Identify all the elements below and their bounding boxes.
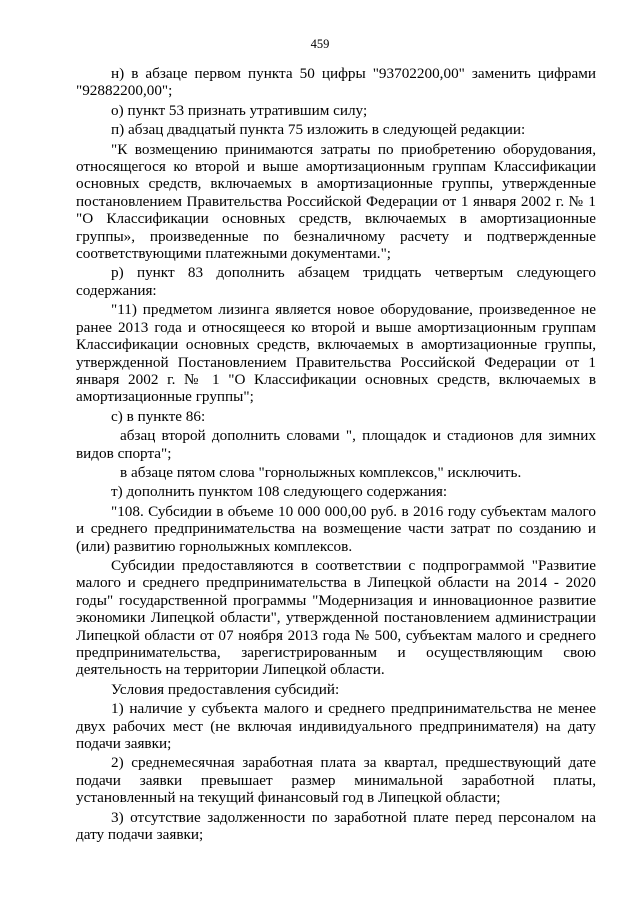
paragraph: абзац второй дополнить словами ", площадок и стадионов для зимних видов спорта"; — [76, 427, 596, 462]
paragraph: Условия предоставления субсидий: — [111, 680, 340, 698]
paragraph: 3) отсутствие задолженности по заработной плате перед персоналом на дату подачи заявки; — [76, 808, 596, 844]
paragraph: Субсидии предоставляются в соответствии с подпрограммой "Развитие малого и среднего предпринимательства в Липецкой области на 2014 - 2020 годы" государственной программы "Модернизация и инновационное развитие экономики Липецкой области", утвержденной постановлением администрации Липецкой области от 07 ноября 2013 года № 500, субъектам малого и среднего предпринимательства, зарегистрированным и осуществляющим свою деятельность на территории Липецкой области. — [76, 556, 596, 679]
page-number: 459 — [310, 37, 330, 51]
paragraph: с) в пункте 86: — [111, 407, 206, 425]
paragraph: в абзаце пятом слова "горнолыжных комплексов," исключить. — [120, 463, 522, 481]
paragraph: "108. Субсидии в объеме 10 000 000,00 руб. в 2016 году субъектам малого и среднего предпринимательства на возмещение части затрат по созданию и (или) развитию горнолыжных комплексов. — [76, 502, 596, 555]
paragraph: 2) среднемесячная заработная плата за квартал, предшествующий дате подачи заявки превышает размер минимальной заработной платы, установленный на текущий финансовый год в Липецкой области; — [76, 754, 596, 807]
paragraph: п) абзац двадцатый пункта 75 изложить в следующей редакции: — [111, 121, 526, 139]
paragraph: т) дополнить пунктом 108 следующего содержания: — [111, 483, 448, 501]
paragraph: о) пункт 53 признать утратившим силу; — [111, 101, 368, 119]
paragraph: "К возмещению принимаются затраты по приобретению оборудования, относящегося ко второй и выше амортизационным группам Классификации основных средств, включаемых в амортизационные группы, утвержденные постановлением Правительства Российской Федерации от 1 января 2002 г. № 1 "О Классификации основных средств, включаемых в амортизационные группы», произведенные по безналичному расчету и подтвержденные соответствующими платежными документами."; — [76, 140, 596, 263]
paragraph: 1) наличие у субъекта малого и среднего предпринимательства не менее двух рабочих мест (не включая индивидуального предпринимателя) на дату подачи заявки; — [76, 700, 596, 753]
paragraph: "11) предметом лизинга является новое оборудование, произведенное не ранее 2013 года и относящееся ко второй и выше амортизационным группам Классификации основных средств, включаемых в амортизационные группы, утвержденной Постановлением Правительства Российской Федерации от 1 января 2002 г. № 1 "О Классификации основных средств, включаемых в амортизационные группы"; — [76, 301, 596, 406]
paragraph: р) пункт 83 дополнить абзацем тридцать четвертым следующего содержания: — [76, 264, 596, 299]
paragraph: н) в абзаце первом пункта 50 цифры "93702200,00" заменить цифрами "92882200,00"; — [76, 65, 596, 100]
document-body — [76, 63, 596, 843]
